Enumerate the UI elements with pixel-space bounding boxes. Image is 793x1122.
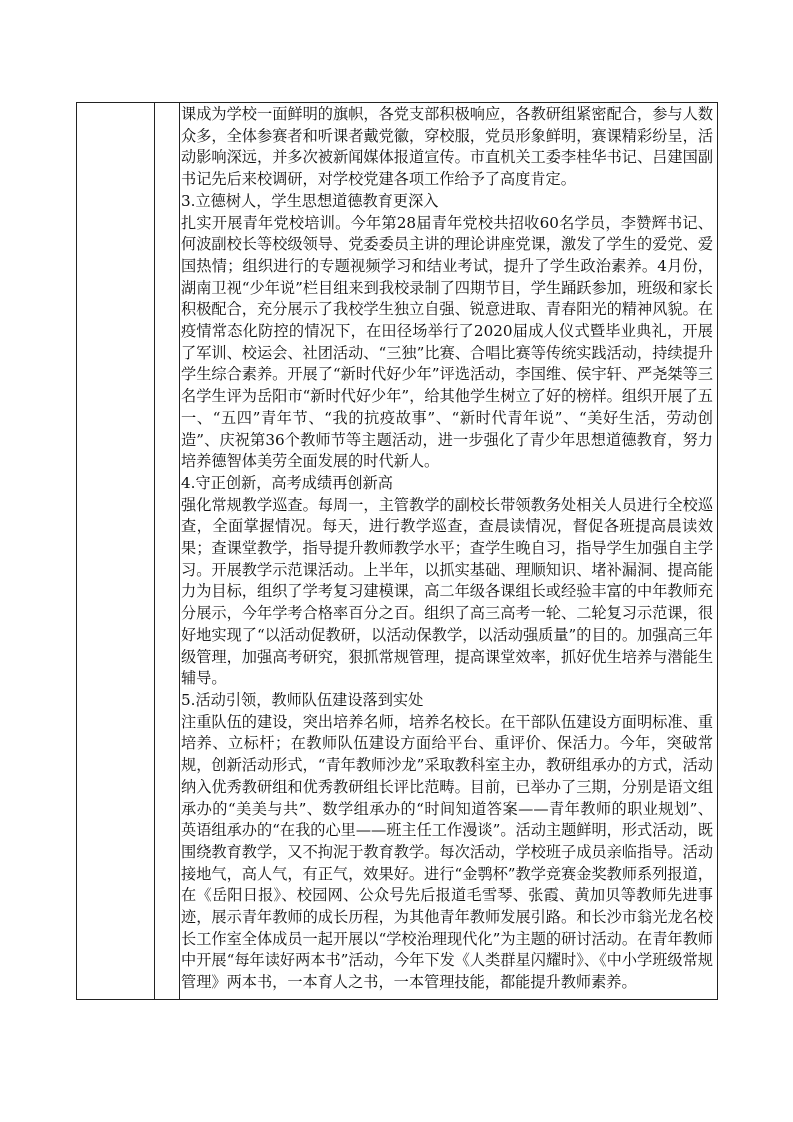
document-table xyxy=(76,102,718,1000)
paragraph-party-building-continued: 课成为学校一面鲜明的旗帜，各党支部积极响应，各教研组紧密配合，参与人数众多，全体参赛者和听课者戴党徽，穿校服，党员形象鲜明，赛课精彩纷呈，活动影响深远，并多次被新闻媒体报道宣传。市直机关工委李桂华书记、吕建国副书记先后来校调研，对学校党建各项工作给予了高度肯定。 xyxy=(181,105,713,189)
paragraph-teaching-inspection: 强化常规教学巡查。每周一，主管教学的副校长带领教务处相关人员进行全校巡查，全面掌握情况。每天，进行教学巡查，查晨读情况，督促各班提高晨读效果；查课堂教学，指导提升教师教学水平；查学生晚自习，指导学生加强自主学习。开展教学示范课活动。上半年，以抓实基础、理顺知识、堵补漏洞、提高能力为目标，组织了学考复习建模课，高二年级各课组长或经验丰富的中年教师充分展示，今年学考合格率百分之百。组织了高三高考一轮、二轮复习示范课，很好地实现了“以活动促教研，以活动保教学，以活动强质量”的目的。加强高三年级管理，加强高考研究，狠抓常规管理，提高课堂效率，抓好优生培养与潜能生辅导。 xyxy=(181,495,713,688)
paragraph-teacher-development: 注重队伍的建设，突出培养名师，培养名校长。在干部队伍建设方面明标准、重培养、立标杆；在教师队伍建设方面给平台、重评价、保活力。今年，突破常规，创新活动形式，“青年教师沙龙”采取教科室主办，教研组承办的方式，活动纳入优秀教研组和优秀教研组长评比范畴。目前，已举办了三期，分别是语文组承办的“美美与共”、数学组承办的“时间知道答案——青年教师的职业规划”、英语组承办的“在我的心里——班主任工作漫谈”。活动主题鲜明，形式活动，既围绕教育教学，又不拘泥于教育教学。每次活动，学校班子成员亲临指导。活动接地气，高人气，有正气，效果好。进行“金鹗杯”教学竞赛金奖教师系列报道，在《岳阳日报》、校园网、公众号先后报道毛雪琴、张霞、黄加贝等教师先进事迹，展示青年教师的成长历程，为其他青年教师发展引路。和长沙市翁光龙名校长工作室全体成员一起开展以“学校治理现代化”为主题的研讨活动。在青年教师中开展“每年读好两本书”活动，今年下发《人类群星闪耀时》、《中小学班级常规管理》两本书，一本育人之书，一本管理技能，都能提升教师素养。 xyxy=(181,712,713,992)
paragraph-moral-education: 扎实开展青年党校培训。今年第28届青年党校共招收60名学员，李赞辉书记、何波副校长等校级领导、党委委员主讲的理论讲座党课，激发了学生的爱党、爱国热情；组织进行的专题视频学习和结业考试，提升了学生政治素养。4月份，湖南卫视“少年说”栏目组来到我校录制了四期节目，学生踊跃参加，班级和家长积极配合，充分展示了我校学生独立自强、锐意进取、青春阳光的精神风貌。在疫情常态化防控的情况下，在田径场举行了2020届成人仪式暨毕业典礼，开展了军训、校运会、社团活动、“三独”比赛、合唱比赛等传统实践活动，持续提升学生综合素养。开展了“新时代好少年”评选活动，李国维、侯宇轩、严尧桀等三名学生评为岳阳市“新时代好少年”，给其他学生树立了好的榜样。组织开展了五一、“五四”青年节、“我的抗疫故事”、“新时代青年说”、“美好生活，劳动创造”、庆祝第36个教师节等主题活动，进一步强化了青少年思想道德教育，努力培养德智体美劳全面发展的时代新人。 xyxy=(181,213,713,471)
table-column-divider-left xyxy=(154,103,155,999)
section-heading-4: 4.守正创新，高考成绩再创新高 xyxy=(181,473,393,492)
table-column-divider-right xyxy=(179,103,180,999)
section-heading-5: 5.活动引领，教师队伍建设落到实处 xyxy=(181,690,424,709)
section-heading-3: 3.立德树人，学生思想道德教育更深入 xyxy=(181,191,439,210)
table-content-cell xyxy=(181,104,713,994)
